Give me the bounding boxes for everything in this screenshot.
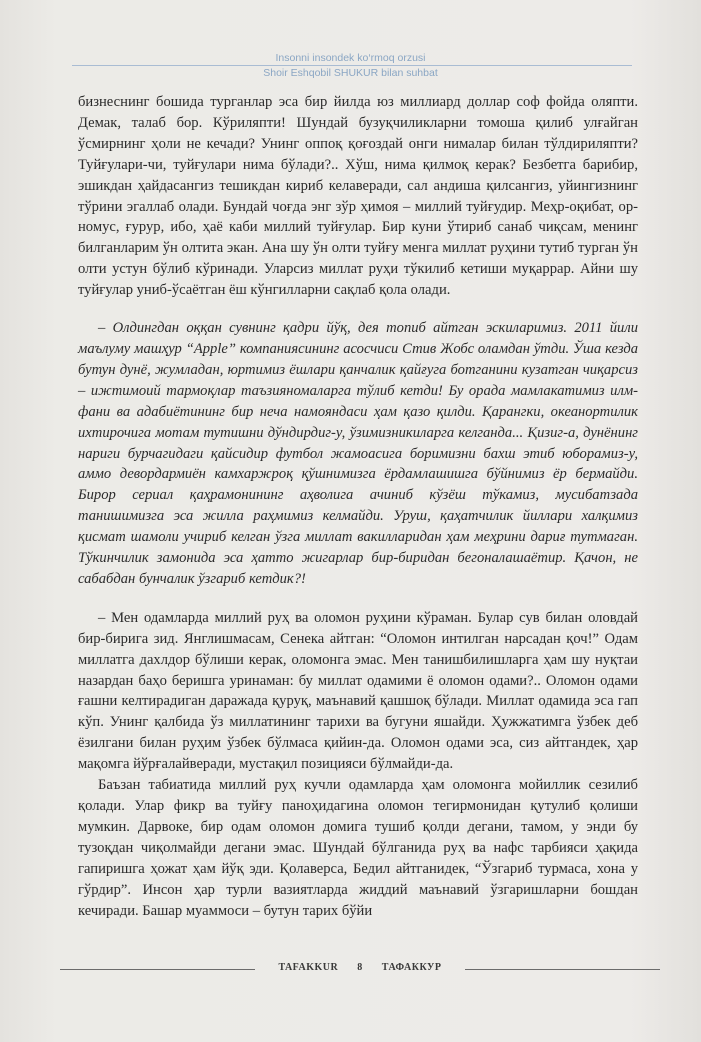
- header-title: Insonni insondek ko‘rmoq orzusi: [275, 52, 426, 64]
- paragraph-continued: бизнеснинг бошида турганлар эса бир йилда юз миллиард доллар соф фойда оляпти. Демак, талаб бор. Кўриляпти! Шундай бузуқчиликларни томоша қилиб улғайган ўсмирнинг ҳоли не кечади? Унинг оппоқ қоғоздай онги нималар билан тўлдириляпти? Туйғулари-чи, туйғулари нима бўлади?.. Хўш, нима қилмоқ керак? Безбетга барибир, эшикдан ҳайдасангиз тешикдан кириб келаверади, сал андиша қилсангиз, уйингизнинг тўрини эгаллаб олади. Бундай чоғда энг зўр ҳимоя – миллий туйғудир. Меҳр-оқибат, ор-номус, ғурур, ибо, ҳаё каби миллий туйғулар. Бир куни ўтириб санаб чиқсам, менинг билганларим ўн олтита экан. Ана шу ўн олти туйғу менга миллат руҳини тутиб турган ўн олти устун бўлиб кўринади. Уларсиз миллат руҳи тўкилиб кетиши муқаррар. Айни шу туйғулар униб-ўсаётган ёш кўнгилларни сақлаб қола олади.: [78, 94, 638, 299]
- running-header: [0, 52, 701, 80]
- header-subtitle: Shoir Eshqobil SHUKUR bilan suhbat: [263, 67, 438, 79]
- page-number: 8: [357, 962, 363, 973]
- page-footer: [60, 962, 660, 976]
- answer-paragraph: – Мен одамларда миллий руҳ ва оломон руҳини кўраман. Булар сув билан оловдай бир-бирига зид. Янглишмасам, Сенека айтган: “Оломон интилган нарсадан қоч!” Одам миллатга дахлдор бўлиши керак, оломонга эмас. Мен танишбилишларга ҳам шу нуқтаи назардан баҳо беришга уринаман: бу миллат одамими ё оломон одами?.. Оломон одами ғашни келтирадиган даражада қуруқ, маънавий қашшоқ бўлади. Миллат одамида эса гап кўп. Унинг қалбида ўз миллатининг тарихи ва бугуни яшайди. Ҳужжатимга ўзбек деб ёзилгани билан руҳим ўзбек бўлмаса қийин-да. Оломон одами эса, сиз айтгандек, ҳар мақомга йўрғалайверади, мустақил позицияси бўлмайди-да.: [78, 609, 638, 773]
- article-body: [78, 92, 638, 921]
- footer-label-cyrillic: ТАФАККУР: [381, 962, 442, 973]
- header-rule: [72, 65, 632, 66]
- footer-center: [255, 962, 465, 973]
- footer-label-latin: TAFAKKUR: [278, 962, 339, 973]
- interviewer-question: – Олдингдан оққан сувнинг қадри йўқ, дея топиб айтган эскиларимиз. 2011 йили маълуму машҳур “Apple” компаниясининг асосчиси Стив Жобс оламдан ўтди. Ўша кезда бутун дунё, жумладан, юртимиз ёшлари қанчалик қайғуга ботганини кузатган чиқарсиз – ижтимоий тармоқлар таъзияномаларга тўлиб кетди! Бу орада мамлакатимиз илм-фани ва адабиётининг бир неча намояндаси ҳам қазо қилди. Қарангки, океанортилик ихтирочига мотам тутишни дўндирдиг-у, ўзимизникиларга келганда... Қизиг-а, дунёнинг нариги бурчагидаги қайсидир футбол жамоасига боримизни бахш этиб юборамиз-у, аммо девордармиён камхаржроқ қўшнимизга ёрдамлашишга бўйнимиз ёр бермайди. Бирор сериал қаҳрамонининг аҳволига ачиниб кўзёш тўкамиз, мусибатзада танишимизга эса жилла раҳмимиз келмайди. Уруш, қаҳатчилик йиллари халқимиз қисмат шамоли учириб келган ўзга миллат вакилларидан ҳам меҳрини дариғ тутмаган. Тўкинчилик замонида эса ҳатто жигарлар бир-биридан бегоналашаётир. Қачон, не сабабдан бунчалик ўзгариб кетдик?!: [78, 320, 638, 587]
- footer-rule-right: [465, 969, 660, 970]
- answer-paragraph: Баъзан табиатида миллий руҳ кучли одамларда ҳам оломонга мойиллик сезилиб қолади. Улар фикр ва туйғу паноҳидагина оломон тегирмонидан қутулиб қолиши мумкин. Дарвоке, бир одам оломон домига тушиб қолди дегани, тамом, у энди бу тузоқдан чиқолмайди дегани эмас. Шундай бўлганида руҳ ва нафс тарбияси ҳақида гапиришга ҳожат ҳам йўқ эди. Қолаверса, Бедил айтганидек, “Ўзгариб турмаса, хона у гўрдир”. Инсон ҳар турли вазиятларда жиддий маънавий ўзгаришларни бошдан кечиради. Башар муаммоси – бутун тарих бўйи: [78, 777, 638, 919]
- footer-rule-left: [60, 969, 255, 970]
